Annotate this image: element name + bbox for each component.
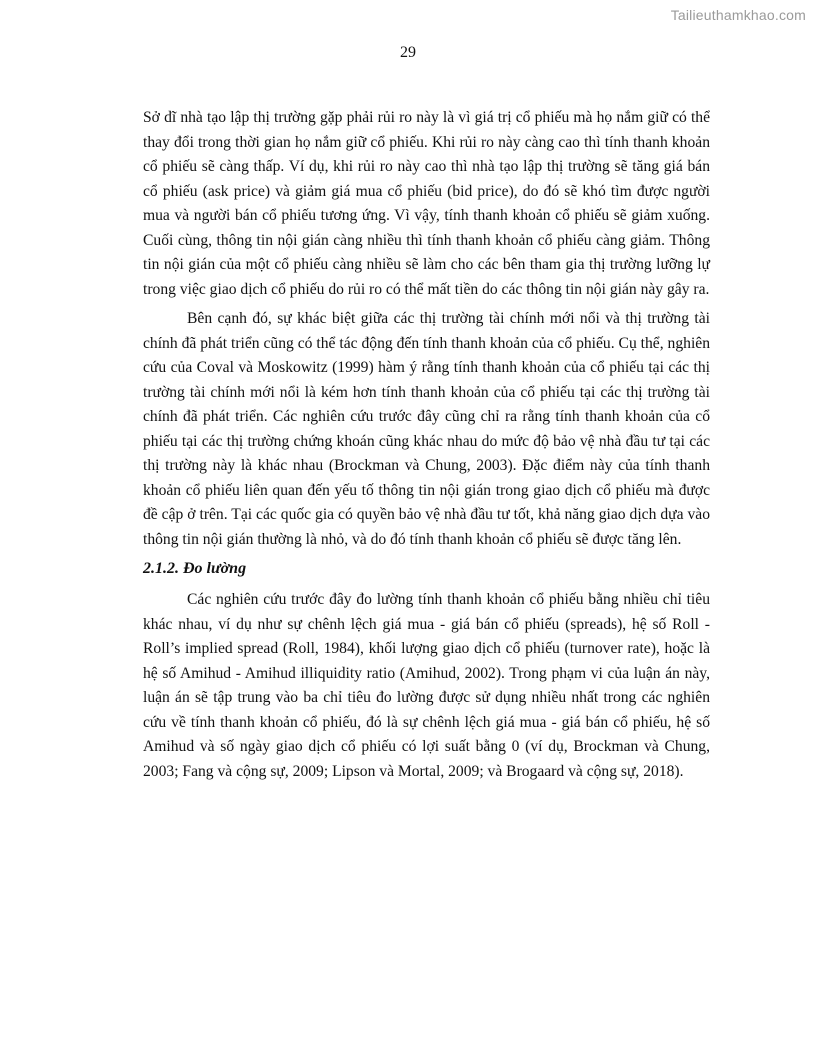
page-number: 29 [400, 44, 416, 61]
watermark: Tailieuthamkhao.com [670, 7, 806, 23]
paragraph-market-differences: Bên cạnh đó, sự khác biệt giữa các thị trường tài chính mới nổi và thị trường tài chính đã phát triển cũng có thể tác động đến tính thanh khoản của cổ phiếu. Cụ thể, nghiên cứu của Coval và Moskowitz (1999) hàm ý rằng tính thanh khoản của cổ phiếu tại các thị trường tài chính mới nổi là kém hơn tính thanh khoản của cổ phiếu tại các thị trường tài chính đã phát triển. Các nghiên cứu trước đây cũng chỉ ra rằng tính thanh khoản của cổ phiếu tại các thị trường chứng khoán cũng khác nhau do mức độ bảo vệ nhà đầu tư tại các thị trường này là khác nhau (Brockman và Chung, 2003). Đặc điểm này của tính thanh khoản cổ phiếu liên quan đến yếu tố thông tin nội gián trong giao dịch cổ phiếu mà được đề cập ở trên. Tại các quốc gia có quyền bảo vệ nhà đầu tư tốt, khả năng giao dịch dựa vào thông tin nội gián thường là nhỏ, và do đó tính thanh khoản cổ phiếu sẽ được tăng lên. [143, 310, 710, 548]
document-body [143, 106, 710, 789]
paragraph-continuation: Sở dĩ nhà tạo lập thị trường gặp phải rủi ro này là vì giá trị cổ phiếu mà họ nắm giữ có thể thay đổi trong thời gian họ nắm giữ cổ phiếu. Khi rủi ro này càng cao thì tính thanh khoản cổ phiếu sẽ càng thấp. Ví dụ, khi rủi ro này cao thì nhà tạo lập thị trường sẽ tăng giá bán cổ phiếu (ask price) và giảm giá mua cổ phiếu (bid price), do đó sẽ khó tìm được người mua và người bán cổ phiếu tương ứng. Vì vậy, tính thanh khoản cổ phiếu sẽ giảm xuống. Cuối cùng, thông tin nội gián càng nhiều thì tính thanh khoản cổ phiếu càng giảm. Thông tin nội gián của một cổ phiếu càng nhiều sẽ làm cho các bên tham gia thị trường lưỡng lự trong việc giao dịch cổ phiếu do rủi ro có thể mất tiền do các thông tin nội gián này gây ra. [143, 109, 710, 298]
paragraph-measurement: Các nghiên cứu trước đây đo lường tính thanh khoản cổ phiếu bằng nhiều chỉ tiêu khác nhau, ví dụ như sự chênh lệch giá mua - giá bán cổ phiếu (spreads), hệ số Roll - Roll’s implied spread (Roll, 1984), khối lượng giao dịch cổ phiếu (turnover rate), hoặc là hệ số Amihud - Amihud illiquidity ratio (Amihud, 2002). Trong phạm vi của luận án này, luận án sẽ tập trung vào ba chỉ tiêu đo lường được sử dụng nhiều nhất trong các nghiên cứu về tính thanh khoản cổ phiếu, đó là sự chênh lệch giá mua - giá bán cổ phiếu, hệ số Amihud và số ngày giao dịch cổ phiếu có lợi suất bằng 0 (ví dụ, Brockman và Chung, 2003; Fang và cộng sự, 2009; Lipson và Mortal, 2009; và Brogaard và cộng sự, 2018). [143, 591, 710, 780]
section-heading: 2.1.2. Đo lường [143, 560, 247, 577]
